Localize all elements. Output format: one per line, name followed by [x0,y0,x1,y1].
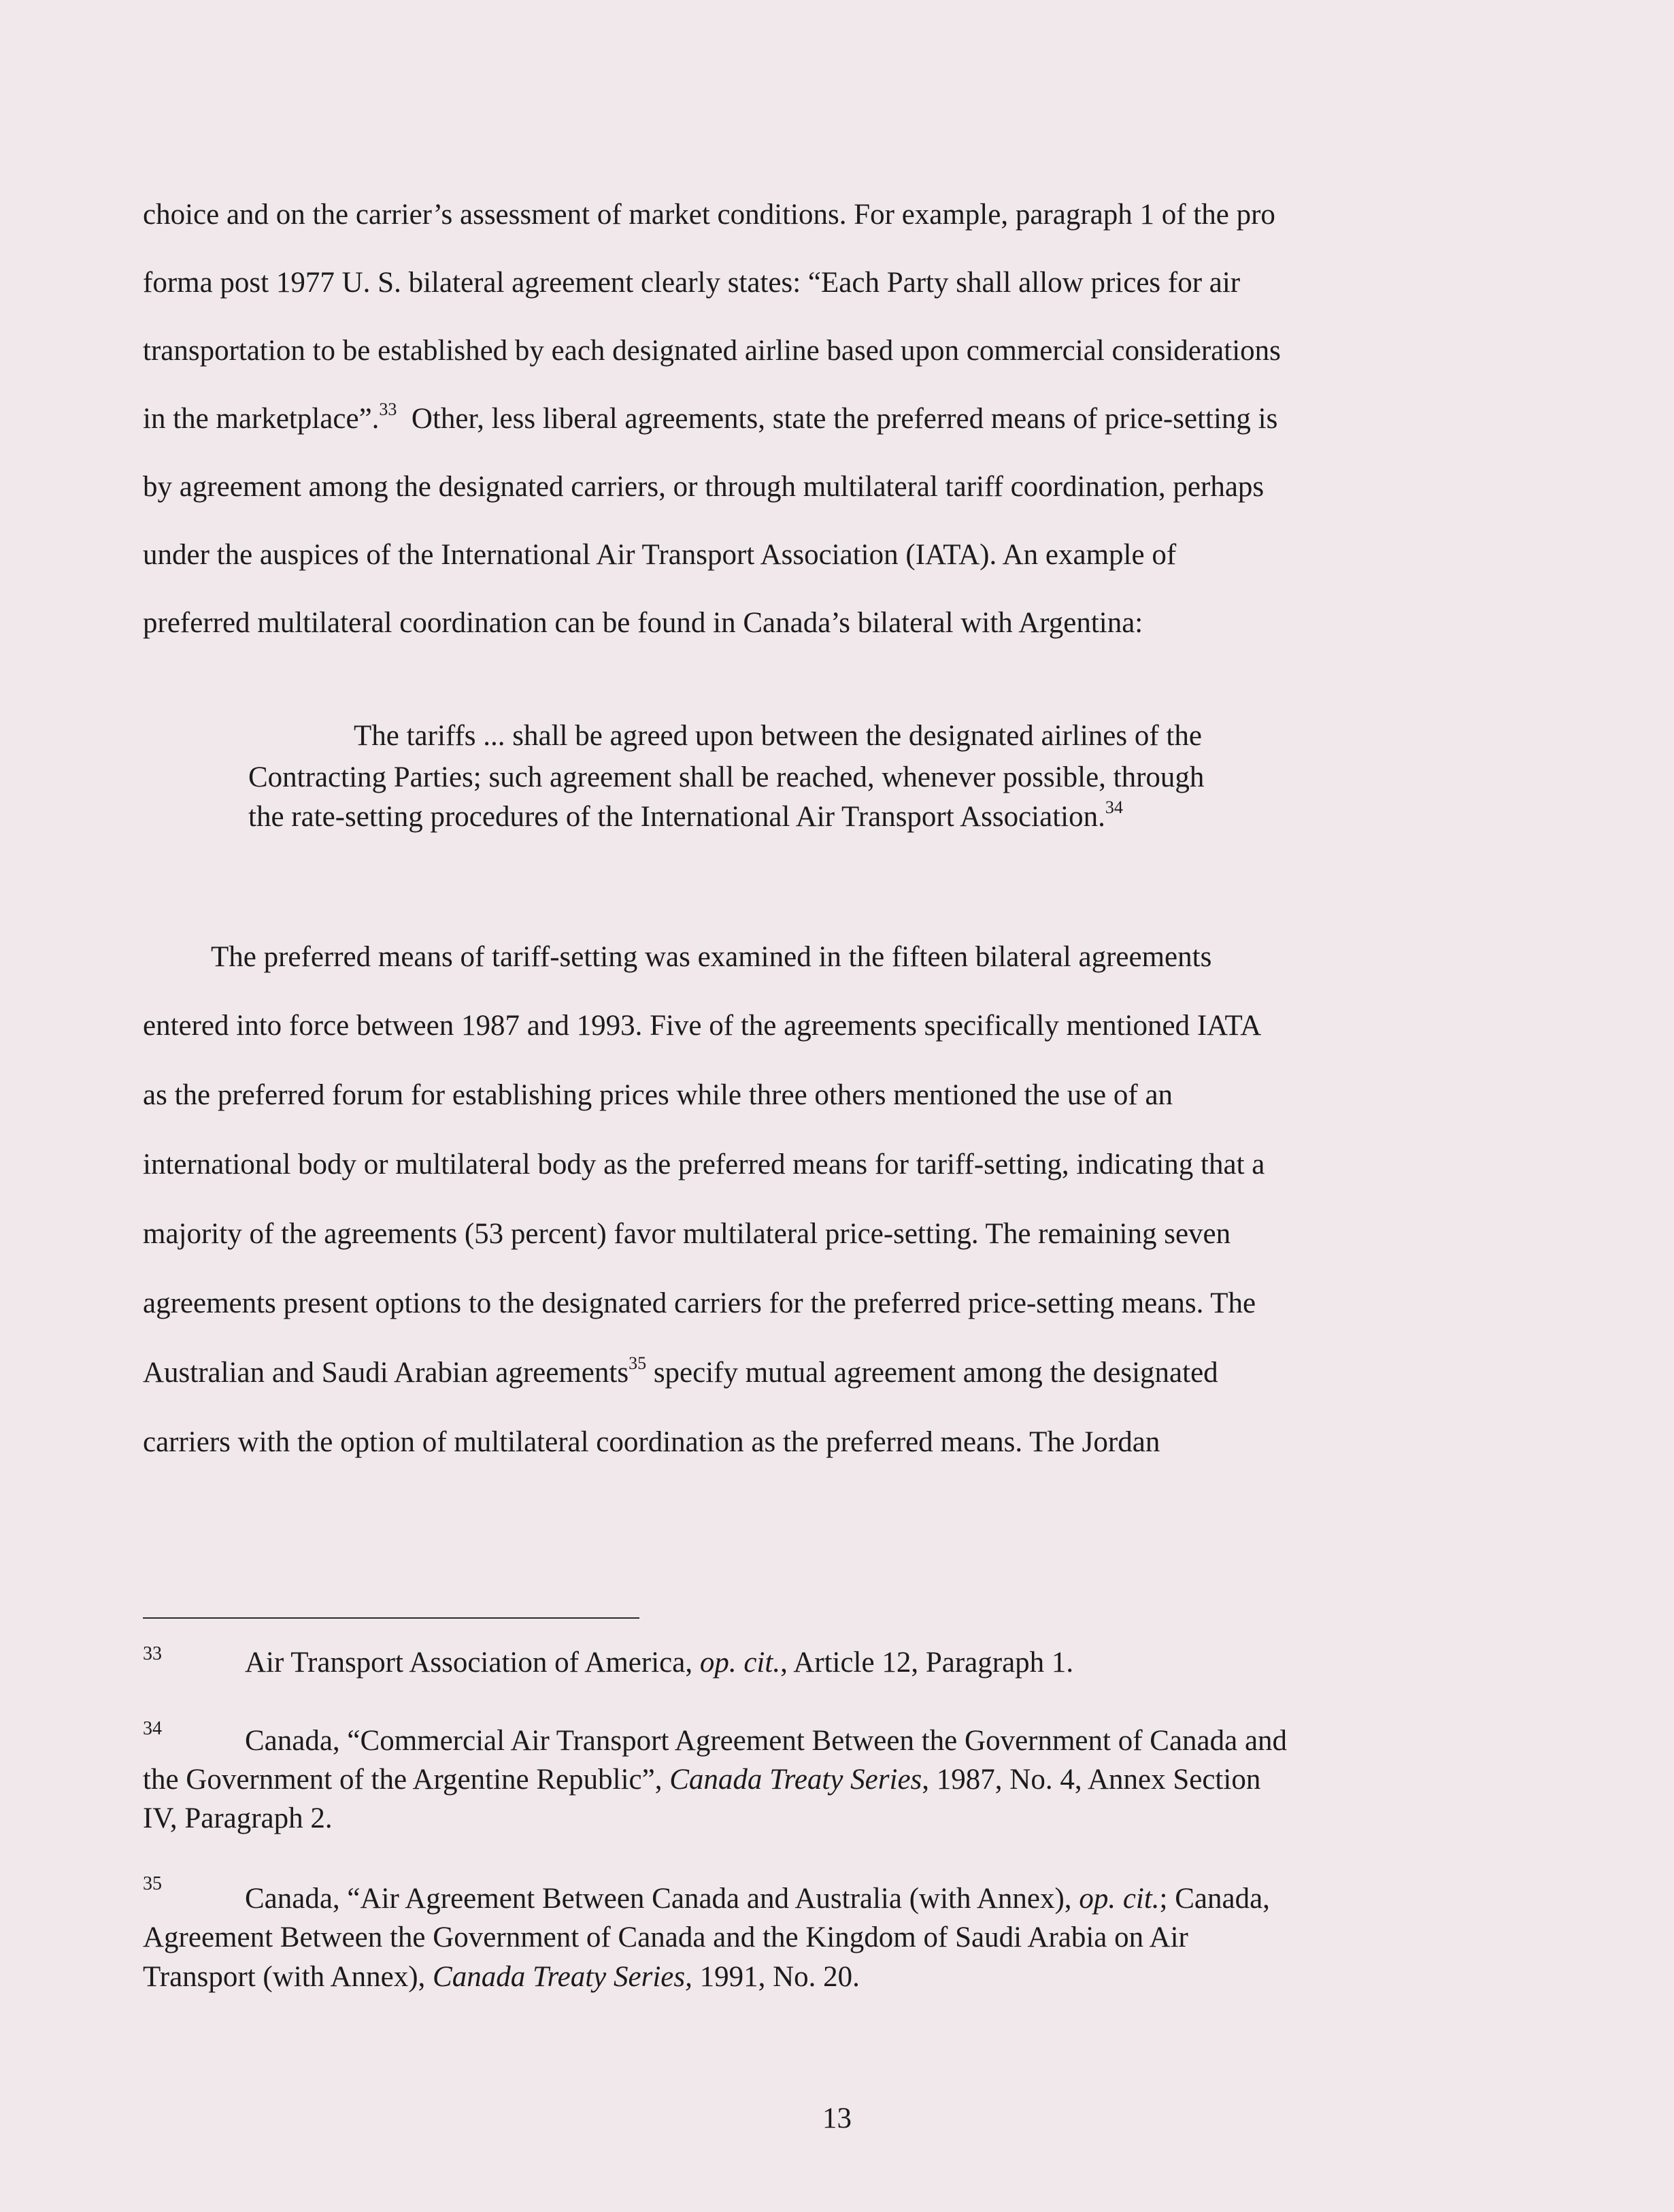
footnote-num-34: 34 [143,1718,162,1739]
text-italic: op. cit. [699,1647,781,1679]
footnote-ref-35: 35 [629,1353,647,1373]
body-line: preferred multilateral coordination can be found in Canada’s bilateral with Argentina: [143,607,1143,639]
body-line: transportation to be established by each designated airline based upon commercial considerations [143,335,1281,367]
body-line: agreements present options to the designated carriers for the preferred price-setting means. The [143,1287,1256,1319]
body-line: international body or multilateral body as the preferred means for tariff-setting, indicating that a [143,1149,1265,1181]
body-line: majority of the agreements (53 percent) favor multilateral price-setting. The remaining seven [143,1218,1231,1250]
footnote-34-line [143,1762,1260,1798]
footnote-33 [245,1645,1073,1681]
footnote-num-33: 33 [143,1643,162,1664]
text-italic: Canada Treaty Series [669,1764,922,1796]
text-span: ; Canada, [1159,1883,1270,1915]
text-span: Australian and Saudi Arabian agreements [143,1357,629,1389]
quote-line: The tariffs ... shall be agreed upon between the designated airlines of the [354,720,1202,752]
footnote-35-line [143,1960,860,1995]
body-line-with-ref [143,401,1558,437]
body-line: forma post 1977 U. S. bilateral agreement clearly states: “Each Party shall allow prices for air [143,267,1241,299]
footnote-number [143,1633,162,1672]
body-line: entered into force between 1987 and 1993. Five of the agreements specifically mentioned IATA [143,1010,1262,1042]
body-line: choice and on the carrier’s assessment of market conditions. For example, paragraph 1 of the pro [143,199,1275,231]
text-span: Air Transport Association of America, [245,1647,700,1679]
body-line: carriers with the option of multilateral coordination as the preferred means. The Jordan [143,1426,1160,1458]
footnote-34-line: Canada, “Commercial Air Transport Agreement Between the Government of Canada and [245,1725,1288,1757]
text-span: specify mutual agreement among the designated [653,1357,1218,1389]
page-number: 13 [822,2102,852,2134]
quote-line-with-ref [248,799,1123,835]
body-line: The preferred means of tariff-setting was examined in the fifteen bilateral agreements [211,941,1212,973]
text-span: , 1987, No. 4, Annex Section [922,1764,1261,1796]
body-line: under the auspices of the International Air Transport Association (IATA). An example of [143,539,1177,571]
text-span: Canada, “Air Agreement Between Canada and Australia (with Annex), [245,1883,1079,1915]
footnote-35-line: Agreement Between the Government of Canada and the Kingdom of Saudi Arabia on Air [143,1921,1188,1953]
footnote-34-line: IV, Paragraph 2. [143,1802,333,1834]
text-span: in the marketplace”. [143,403,380,435]
footnote-ref-34: 34 [1105,797,1123,817]
quote-line: Contracting Parties; such agreement shall be reached, whenever possible, through [248,761,1205,793]
text-span: the Government of the Argentine Republic”, [143,1764,670,1796]
footnote-rule [143,1617,639,1619]
text-span: Transport (with Annex), [143,1961,433,1993]
body-line-with-ref [143,1355,1558,1391]
footnote-number [143,1708,162,1747]
body-line: as the preferred forum for establishing prices while three others mentioned the use of an [143,1079,1173,1111]
text-span: 1991, No. 20. [692,1961,860,1993]
footnote-number [143,1863,162,1902]
body-line: by agreement among the designated carriers, or through multilateral tariff coordination, perhaps [143,471,1265,503]
footnote-35-line [245,1881,1270,1917]
text-span: Other, less liberal agreements, state the preferred means of price-setting is [411,403,1278,435]
text-span: , Article 12, Paragraph 1. [780,1647,1074,1679]
footnote-ref-33: 33 [379,399,397,419]
text-italic: Canada Treaty Series, [433,1961,692,1993]
footnote-num-35: 35 [143,1873,162,1894]
text-italic: op. cit. [1079,1883,1160,1915]
text-span: the rate-setting procedures of the International Air Transport Association. [248,801,1105,833]
